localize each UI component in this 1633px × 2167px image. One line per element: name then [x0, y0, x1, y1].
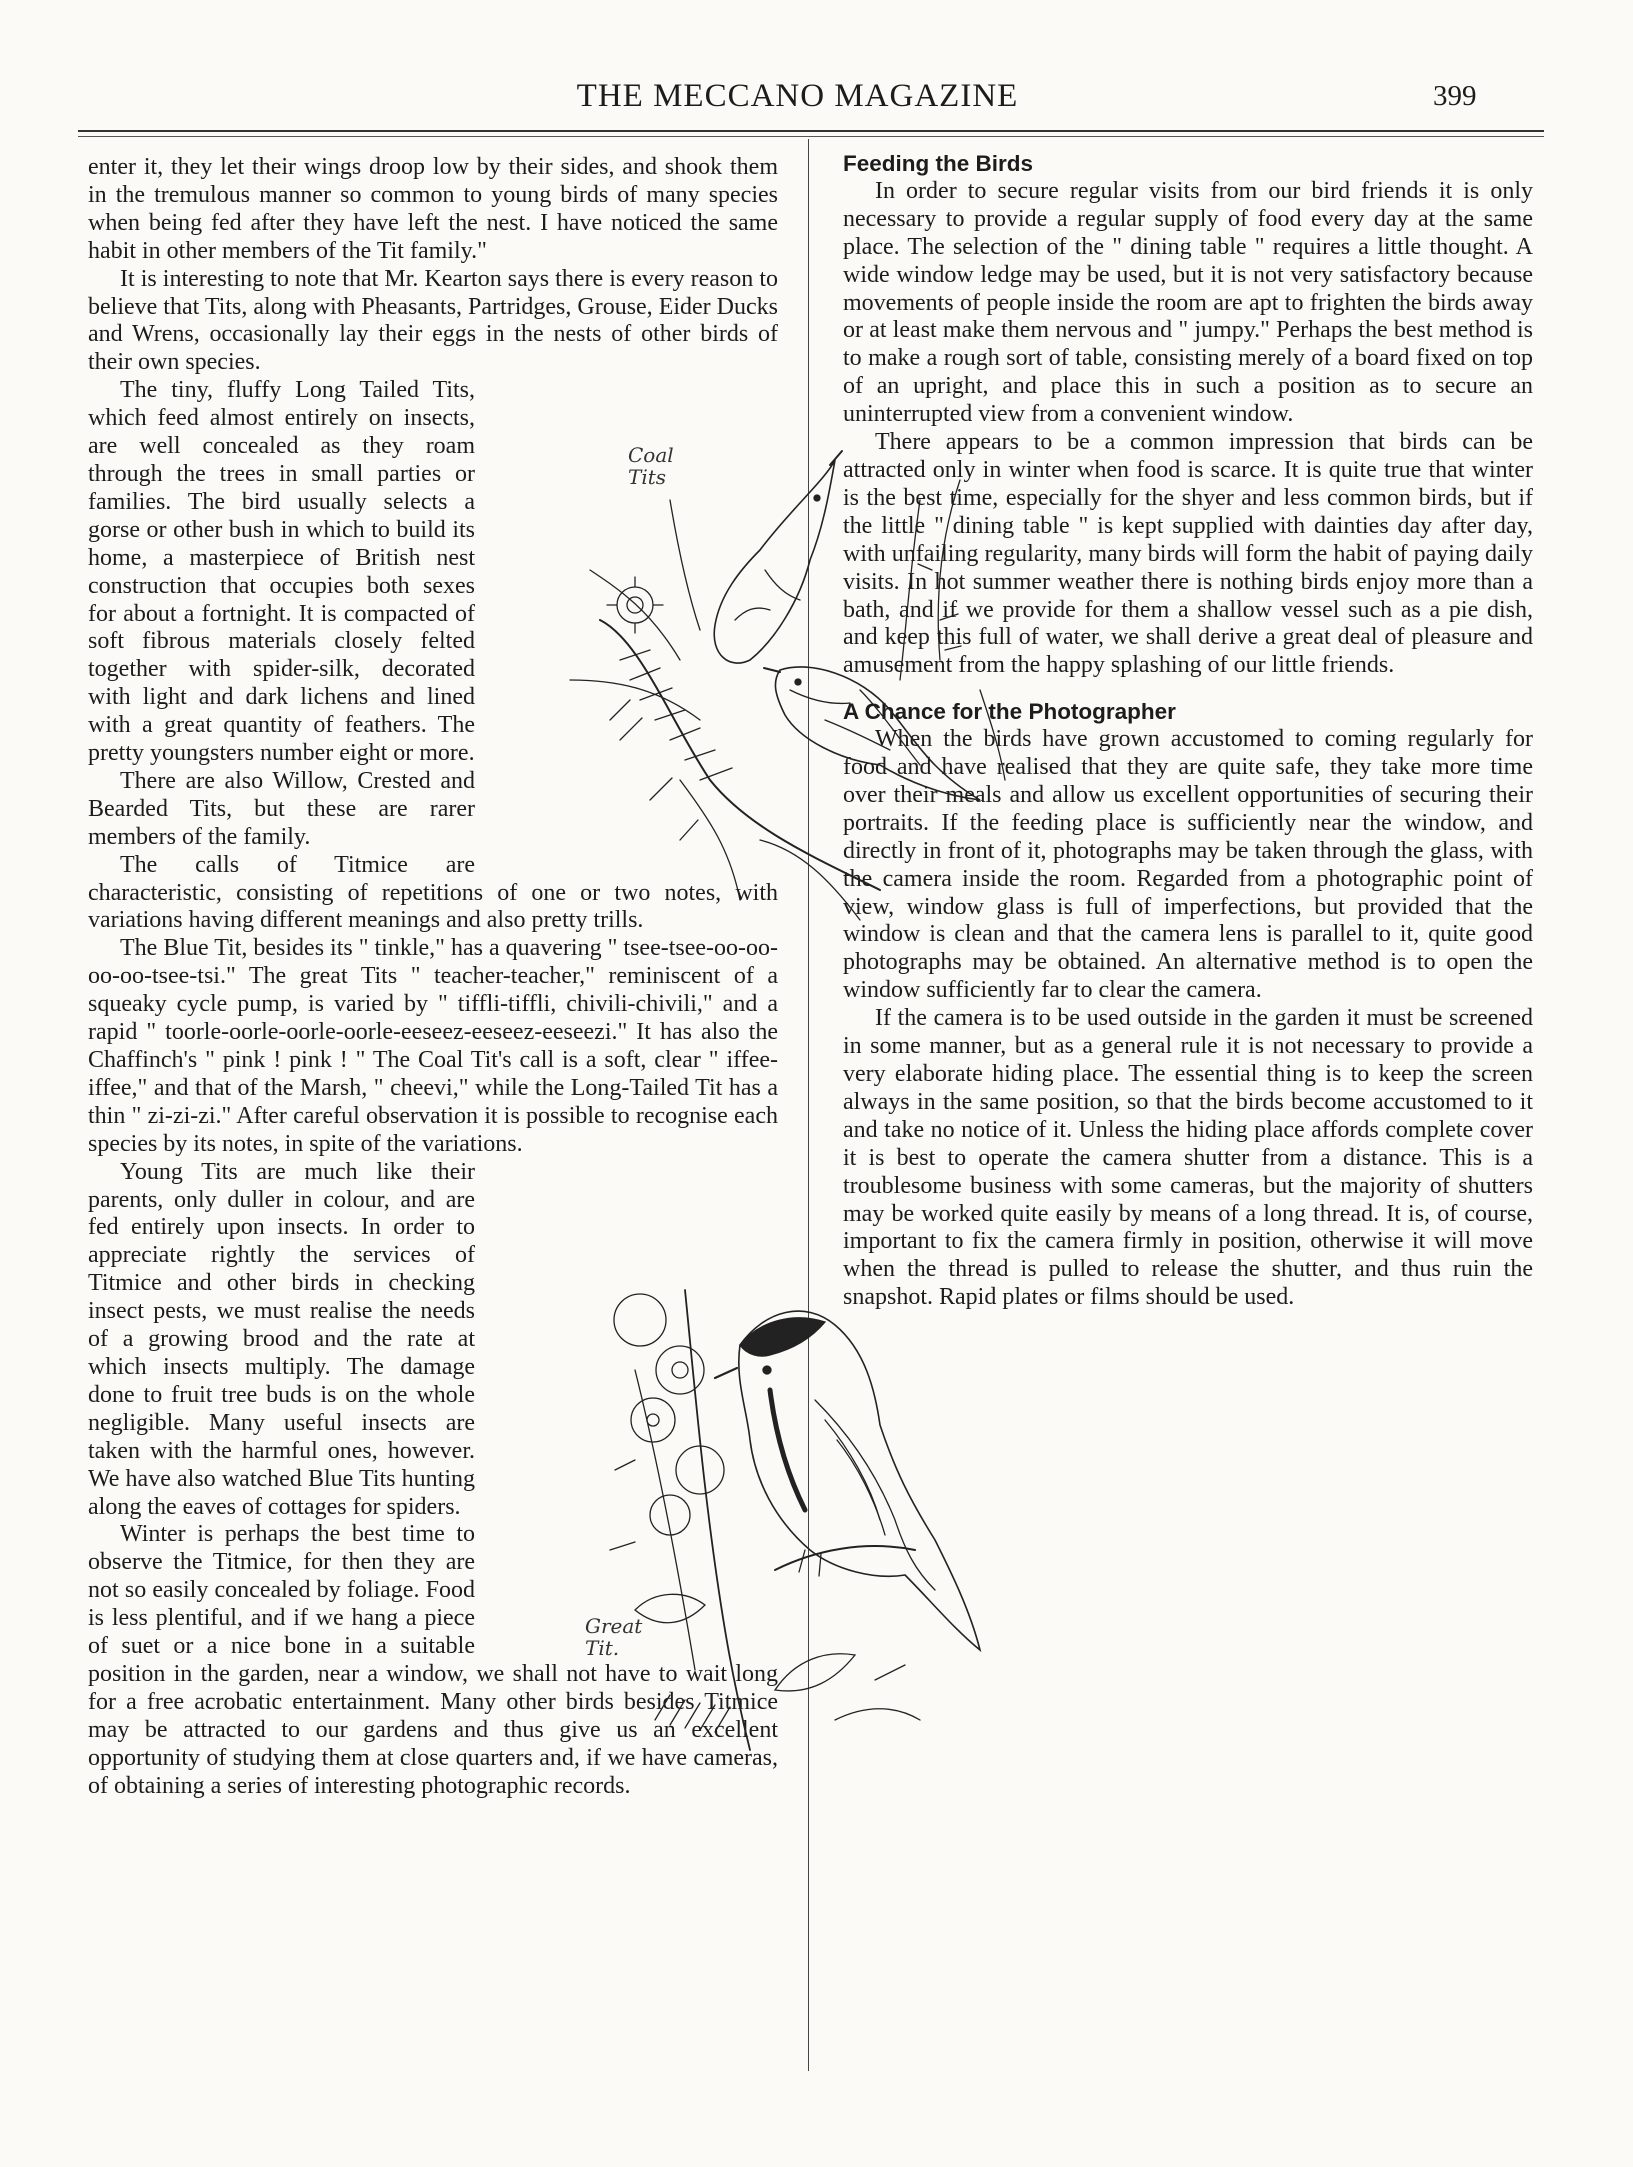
header-rule-thin — [78, 136, 1544, 137]
paragraph: It is interesting to note that Mr. Kearton says there is every reason to believe that Tits, along with Pheasants, Partridges, Grouse, Eider Ducks and Wrens, occasionally lay their eggs in the nests of other birds of their own species. — [88, 265, 778, 376]
section-heading-photographer: A Chance for the Photographer — [843, 699, 1176, 725]
paragraph: There are also Willow, Crested and Bearded Tits, but these are rarer members of the family. — [88, 767, 475, 850]
great-tit-illustration — [575, 1250, 1075, 1760]
section-heading-feeding: Feeding the Birds — [843, 151, 1034, 176]
paragraph: There appears to be a common impression that birds can be attracted only in winter when food is scarce. It is quite true that winter is the best time, especially for the shyer and less common birds, but if the little " dining table " is kept supplied with dainties day after day, with unfailing regularity, many birds will form the habit of paying daily visits. In hot summer weather there is nothing birds enjoy more than a bath, and if we provide for them a shallow vessel such as a pie dish, and keep this full of water, we shall derive a great deal of pleasure and amusement from the happy splashing of our little friends. — [843, 429, 1533, 679]
paragraph: If the camera is to be used outside in the garden it must be screened in some manner, but as a general rule it is not necessary to provide a very elaborate hiding place. The essential thing is to keep the screen always in the same position, so that the birds become accustomed to it and take no notice of it. Unless the hiding place affords complete cover it is best to operate the camera shutter from a distance. This is a troublesome business with some cameras, but the majority of shutters may be worked quite easily by means of a long thread. It is, of course, important to fix the camera firmly in position, otherwise it will move when the thread is pulled to release the shutter, and thus ruin the snapshot. Rapid plates or films should be used. — [843, 1005, 1533, 1311]
page-number: 399 — [1433, 80, 1477, 112]
paragraph: enter it, they let their wings droop low by their sides, and shook them in the tremulous manner so common to young birds of many species when being fed after they have left the nest. I have noticed the same habit in other members of the Tit family." — [88, 154, 778, 264]
paragraph: In order to secure regular visits from our bird friends it is only necessary to provide a regular supply of food every day at the same place. The selection of the " dining table " requires a little thought. A wide window ledge may be used, but it is not very satisfactory because movements of people inside the room are apt to frighten the birds away or at least make them nervous and " jumpy." Perhaps the best method is to make a rough sort of table, consisting merely of a board fixed on top of an upright, and place this in such a position as to secure an uninterrupted view from a convenient window. — [843, 177, 1533, 428]
paragraph: The calls of Titmice are characteristic, consisting of repetitions of one or two notes, with variations having different meanings and also pretty trills. — [88, 851, 778, 934]
paragraph: The Blue Tit, besides its " tinkle," has a quavering " tsee-tsee-oo-oo-oo-oo-tsee-tsi." The great Tits " teacher-teacher," reminiscent of a squeaky cycle pump, is varied by " tiffli-tiffli, chivili-chivili," and a rapid " toorle-oorle-oorle-oorle-eeseez-eeseez-eeseezi." It has also the Chaffinch's " pink ! pink ! " The Coal Tit's call is a soft, clear " iffee-iffee," and that of the Marsh, " cheevi," while the Long-Tailed Tit has a thin " zi-zi-zi." After careful observation it is possible to recognise each species by its notes, in spite of the variations. — [88, 935, 778, 1157]
paragraph: When the birds have grown accustomed to coming regularly for food and have realised that they are quite safe, they take more time over their meals and allow us excellent opportunities of securing their portraits. If the feeding place is sufficiently near the window, and directly in front of it, photographs may be taken through the glass, with the camera inside the room. Regarded from a photographic point of view, window glass is full of imperfections, but provided that the window is clean and that the camera lens is parallel to it, quite good photographs may be obtained. An alternative method is to open the window sufficiently far to clear the camera. — [843, 726, 1533, 1004]
paragraph: The tiny, fluffy Long Tailed Tits, which feed almost entirely on insects, are well concealed as they roam through the trees in small parties or families. The bird usually selects a gorse or other bush in which to build its home, a masterpiece of British nest construction that occupies both sexes for about a fortnight. It is compacted of soft fibrous materials closely felted together with spider-silk, decorated with light and dark lichens and lined with a great quantity of feathers. The pretty youngsters number eight or more. — [88, 377, 475, 767]
header-rule — [78, 130, 1544, 132]
great-tit-caption: Great Tit. — [585, 1614, 643, 1660]
paragraph: Young Tits are much like their parents, only duller in colour, and are fed entirely upon insects. In order to appreciate rightly the services of Titmice and other birds in checking insect pests, we must realise the needs of a growing brood and the rate at which insects multiply. The damage done to fruit tree buds is on the whole negligible. Many useful insects are taken with the harmful ones, however. We have also watched Blue Tits hunting along the eaves of cottages for spiders. — [88, 1158, 475, 1520]
paragraph: Winter is perhaps the best time to observe the Titmice, for then they are not so easily concealed by foliage. Food is less plentiful, and if we hang a piece of suet or a nice bone in a suitable position in the garden, near a window, we shall not have to wait long for a free acrobatic entertainment. Many other birds besides Titmice may be attracted to our gardens and thus give us an excellent opportunity of studying them at close quarters and, if we have cameras, of obtaining a series of interesting photographic records. — [88, 1521, 778, 1799]
coal-tits-caption: Coal Tits — [628, 443, 674, 489]
magazine-title: THE MECCANO MAGAZINE — [576, 78, 1019, 114]
page-header — [0, 78, 1633, 128]
coal-tits-illustration — [560, 420, 1030, 940]
